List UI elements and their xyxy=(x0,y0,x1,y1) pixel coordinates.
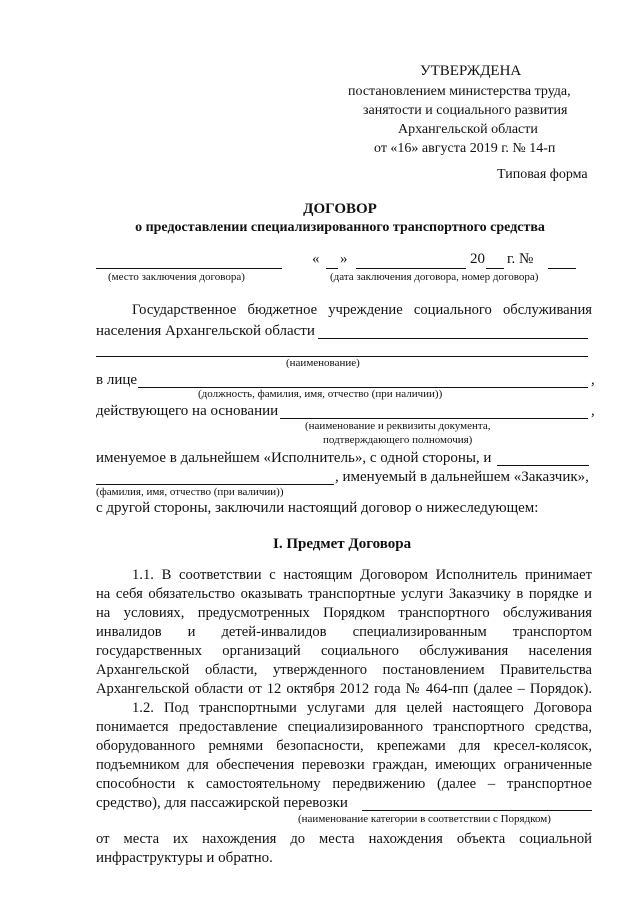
approval-title: УТВЕРЖДЕНА xyxy=(420,63,522,79)
paragraph-line: Архангельской области от 12 октября 2012 года № 464-пп (далее – Порядок). xyxy=(96,681,592,697)
document-title: ДОГОВОР xyxy=(303,201,377,217)
paragraph-line: государственных организаций социального обслуживания населения xyxy=(96,643,592,659)
paragraph-line: оборудованного ремнями безопасности, крепежами для кресел-колясок, xyxy=(96,738,592,754)
month-field[interactable] xyxy=(356,268,466,269)
institution-line: Государственное бюджетное учреждение социального обслуживания xyxy=(132,302,592,318)
paragraph-line: инвалидов и детей-инвалидов специализированным транспортом xyxy=(96,624,592,640)
basis-caption: подтверждающего полномочия) xyxy=(323,434,473,446)
approval-line: Архангельской области xyxy=(398,122,538,137)
place-caption: (место заключения договора) xyxy=(108,271,245,283)
paragraph-line: Архангельской области, утвержденного постановлением Правительства xyxy=(96,662,592,678)
approval-line: от «16» августа 2019 г. № 14-п xyxy=(374,141,556,156)
paragraph-line: 1.1. В соответствии с настоящим Договором Исполнитель принимает xyxy=(132,567,592,583)
place-field[interactable] xyxy=(96,268,282,269)
day-field[interactable] xyxy=(326,268,338,269)
fio-caption: (фамилия, имя, отчество (при валичии)) xyxy=(96,486,284,498)
paragraph-line: средство), для пассажирской перевозки xyxy=(96,795,348,811)
customer-name-field-2[interactable] xyxy=(96,484,334,485)
paragraph-line: 1.2. Под транспортными услугами для целей настоящего Договора xyxy=(132,700,592,716)
other-side-text: с другой стороны, заключили настоящий договор о нижеследующем: xyxy=(96,500,539,516)
paragraph-line: подъемником для обеспечения перевозки граждан, имеющих ограниченные xyxy=(96,757,592,773)
passenger-category-field[interactable] xyxy=(362,810,592,811)
paragraph-line: от места их нахождения до места нахождения объекта социальной xyxy=(96,831,592,847)
executor-text: именуемое в дальнейшем «Исполнитель», с одной стороны, и xyxy=(96,450,492,466)
quote-open: « xyxy=(312,251,320,267)
paragraph-line: инфраструктуры и обратно. xyxy=(96,850,273,866)
section-heading: I. Предмет Договора xyxy=(273,536,412,552)
paragraph-line: способности к самостоятельному передвижению (далее – транспортное xyxy=(96,776,592,792)
approval-line: постановлением министерства труда, xyxy=(348,84,571,99)
name-caption: (наименование) xyxy=(286,357,360,369)
basis-caption: (наименование и реквизиты документа, xyxy=(305,420,491,432)
in-person-label: в лице xyxy=(96,372,138,388)
contract-number-field[interactable] xyxy=(548,268,576,269)
paragraph-line: на условиях, предусмотренных Порядком транспортного обслуживания xyxy=(96,605,592,621)
form-type-label: Типовая форма xyxy=(497,167,588,182)
document-subtitle: о предоставлении специализированного транспортного средства xyxy=(135,220,545,235)
customer-name-field[interactable] xyxy=(497,465,589,466)
position-caption: (должность, фамилия, имя, отчество (при наличии)) xyxy=(198,388,443,400)
year-field[interactable] xyxy=(486,268,504,269)
paragraph-line: на себя обязательство оказывать транспортные услуги Заказчику в порядке и xyxy=(96,586,592,602)
institution-line: населения Архангельской области xyxy=(96,323,315,339)
comma: , xyxy=(591,372,595,388)
basis-document-field[interactable] xyxy=(280,418,588,419)
institution-name-field[interactable] xyxy=(318,338,588,339)
year-prefix: 20 xyxy=(470,251,485,267)
comma: , xyxy=(591,403,595,419)
category-caption: (наименование категории в соответствии с Порядком) xyxy=(298,813,551,825)
customer-text: , именуемый в дальнейшем «Заказчик», xyxy=(335,469,589,485)
quote-close: » xyxy=(340,251,348,267)
paragraph-line: понимается предоставление специализированного транспортного средства, xyxy=(96,719,592,735)
number-label: г. № xyxy=(507,251,534,267)
date-caption: (дата заключения договора, номер договора) xyxy=(330,271,539,283)
approval-line: занятости и социального развития xyxy=(363,103,568,118)
acting-basis-label: действующего на основании xyxy=(96,403,279,419)
